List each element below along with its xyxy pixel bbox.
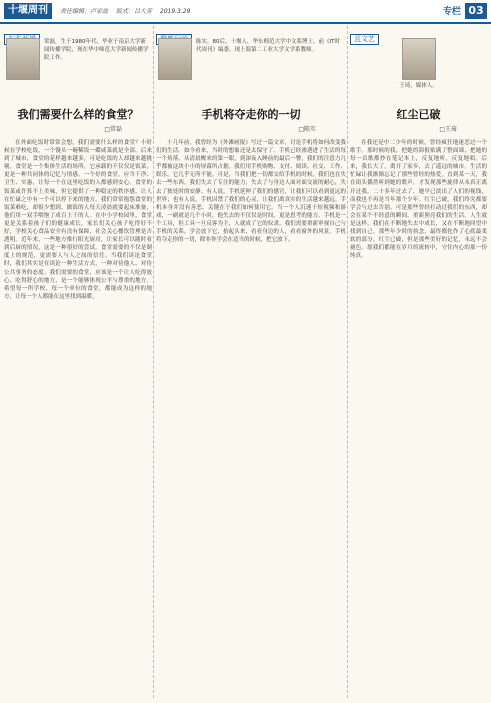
article-byline: □陈实: [298, 126, 316, 133]
column-tag: 且文艺: [350, 34, 379, 45]
article-column-3: [350, 26, 487, 698]
article-body: 在我还是中二少年的时候，曾经疯狂地迷恋过一个歌手。那时候的我，把她的海报贴满了整面墙，把她的每一首歌都抄在笔记本上，反复地听，反复地唱。后来，我长大了，离开了家乡，去了遥远的城市。生活的忙碌让我渐渐忘记了那些曾经的热爱。直到某一天，我在街头偶然听到她的歌声，才发现那些旋律从未真正离开过我。二十多年过去了，她早已淡出了人们的视线，而我也不再是当年那个少年。红尘已破，我们终究都要学会与过去告别。可是那些曾经打动过我们的东西，却会在某个不经意的瞬间，重新照亮我们的生活。人生就是这样，我们在不断地失去中成长，又在不断地回望中找到自己。那些年少时的执念，最终都化作了心底最柔软的部分。红尘已破，但是那些美好的记忆，永远不会褪色。愿我们都能在岁月的流转中，守住内心的那一份纯真。: [350, 140, 487, 260]
editor-credit: 责任编辑：卢家波: [60, 8, 109, 15]
author-bio: 陈实，80后，十堰人，华东师范大学中文系博士，前《IT时代周刊》编委，现上海第二工业大学文学系教师。: [196, 39, 340, 53]
author-box: [350, 26, 487, 100]
article-body: 十几年前，我曾经为《外滩画报》写过一篇文章，讨论手机将如何改变我们的生活。如今看来，当时的想象还是太保守了。手机已经渗透进了生活的每一个角落，从清晨醒来的第一眼，到深夜入睡前的最后一瞥，我们的注意力几乎都被这块小小的屏幕所占据。我们用手机购物、支付、阅读、社交、工作、娱乐，它几乎无所不能。可是，当我们把一切都交给手机的时候，我们也在失去一些东西。我们失去了专注的能力，失去了与身边人面对面交流的耐心，失去了独处时的安静。有人说，手机延伸了我们的感官，让我们可以看到更远的世界；也有人说，手机囚禁了我们的心灵，让我们离真实的生活越来越远。手机本身并没有善恶，关键在于我们如何使用它。当一个人沉迷于短视频和游戏，一刷就是几个小时，他失去的不仅仅是时间，更是思考的能力。手机是一个工具，但工具一旦反客为主，人就成了它的奴隶。我们需要重新审视自己与手机的关系，学会放下它，抬起头来，看看身边的人，看看窗外的风景。手机将夺走你的一切，除非你学会在适当的时候，把它放下。: [156, 140, 346, 244]
author-photo: [158, 38, 192, 80]
column-divider: [347, 26, 348, 698]
column-divider: [153, 26, 154, 698]
article-column-2: [156, 26, 346, 698]
author-photo: [402, 38, 436, 80]
issue-date: 2019.3.29: [159, 8, 191, 15]
author-box: [156, 26, 346, 100]
article-byline: □常磊: [104, 126, 122, 133]
masthead: 十堰周刊: [4, 3, 52, 19]
article-title: 红尘已破: [396, 108, 441, 121]
article-column-1: [4, 26, 152, 698]
author-bio: 常磊，生于1980年代，毕业于南京大学新闻传播学院，现在华中师范大学新闻传播学院工作。: [44, 39, 149, 61]
page-header: [0, 0, 491, 24]
article-body: 在外面吃饭时常常会想，我们需要什么样的食堂？小时候在学校吃饭，一个馒头一碗稀饭一碟咸菜就是全部。后来到了城市，食堂的花样越来越多，可是吃饭的人却越来越挑剔。食堂是一个集体生活的场所，它承载的不仅仅是饭菜，更是一种共同体的记忆与情感。一个好的食堂，应当干净、卫生、实惠，让每一个在这里吃饭的人都感到安心。食堂的饭菜或许算不上美味，但它提供了一种稳定的秩序感，让人在忙碌之中有一个可以停下来的地方。我们常常抱怨食堂的饭菜难吃，却很少想到，做饭的人每天凌晨就要起床准备，他们用一双手喂饱了成百上千的人。在中小学校园里，食堂更是关系着孩子们的健康成长。家长们关心孩子吃得好不好，学校关心食品安全有没有保障，社会关心餐饮管理是否透明。近年来，一些地方推行阳光厨房，让家长可以随时看到后厨的情况，这是一种很好的尝试。食堂需要的不仅是制度上的规范，更需要人与人之间的信任。当我们谈论食堂时，我们其实是在谈论一种生活方式，一种对待他人、对待公共事务的态度。我们需要的食堂，应该是一个让人吃得放心、吃得舒心的地方，是一个能够体现公平与尊重的地方。希望每一所学校、每一个单位的食堂，都能成为这样的地方，让每一个人都能在这里找到温暖。: [4, 140, 152, 300]
page-number: 03: [465, 3, 487, 19]
article-byline: □王琦: [439, 126, 457, 133]
author-bio: 王琦，媒体人。: [399, 83, 438, 89]
section-name: 专栏: [442, 7, 461, 17]
author-photo: [6, 38, 40, 80]
layout-credit: 版式：吕大芳: [115, 8, 152, 15]
author-box: [4, 26, 152, 100]
article-title: 手机将夺走你的一切: [201, 108, 301, 121]
header-info: [60, 6, 196, 15]
article-title: 我们需要什么样的食堂？: [17, 108, 139, 121]
